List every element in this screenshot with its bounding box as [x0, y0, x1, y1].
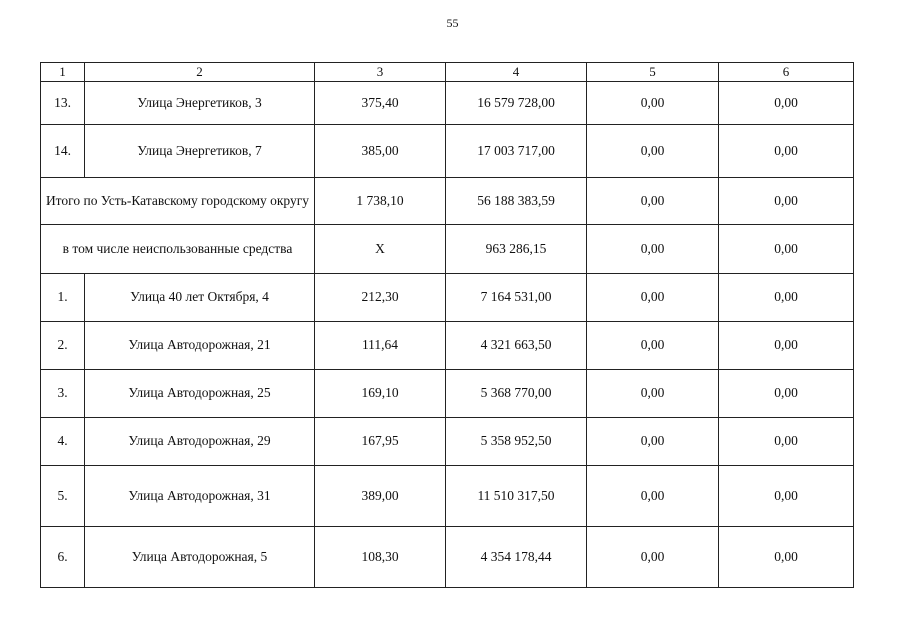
- row-col4: 4 354 178,44: [446, 527, 587, 588]
- row-col5: 0,00: [587, 527, 719, 588]
- row-number: 6.: [41, 527, 85, 588]
- row-number: 13.: [41, 82, 85, 125]
- total-col4: 56 188 383,59: [446, 178, 587, 225]
- row-address: Улица 40 лет Октября, 4: [85, 274, 315, 322]
- row-col5: 0,00: [587, 82, 719, 125]
- row-col4: 11 510 317,50: [446, 466, 587, 527]
- unused-col4: 963 286,15: [446, 225, 587, 274]
- row-number: 4.: [41, 418, 85, 466]
- table-header-row: [41, 63, 854, 82]
- unused-funds-row: [41, 225, 854, 274]
- row-address: Улица Автодорожная, 31: [85, 466, 315, 527]
- row-number: 1.: [41, 274, 85, 322]
- table-row: [41, 322, 854, 370]
- table-row: [41, 466, 854, 527]
- unused-col3: X: [315, 225, 446, 274]
- column-header: 2: [85, 63, 315, 82]
- row-col6: 0,00: [719, 466, 854, 527]
- page-number: 55: [446, 16, 459, 30]
- row-col4: 5 358 952,50: [446, 418, 587, 466]
- row-col6: 0,00: [719, 322, 854, 370]
- row-col4: 17 003 717,00: [446, 125, 587, 178]
- row-col4: 16 579 728,00: [446, 82, 587, 125]
- row-col3: 389,00: [315, 466, 446, 527]
- row-col5: 0,00: [587, 418, 719, 466]
- row-address: Улица Автодорожная, 21: [85, 322, 315, 370]
- column-header: 6: [719, 63, 854, 82]
- total-col6: 0,00: [719, 178, 854, 225]
- row-col6: 0,00: [719, 82, 854, 125]
- row-col4: 5 368 770,00: [446, 370, 587, 418]
- row-col6: 0,00: [719, 274, 854, 322]
- row-col3: 385,00: [315, 125, 446, 178]
- row-address: Улица Автодорожная, 29: [85, 418, 315, 466]
- row-col3: 375,40: [315, 82, 446, 125]
- column-header: 1: [41, 63, 85, 82]
- total-row: [41, 178, 854, 225]
- total-label: Итого по Усть-Катавскому городскому округу: [41, 178, 315, 225]
- column-header: 4: [446, 63, 587, 82]
- row-number: 14.: [41, 125, 85, 178]
- row-address: Улица Автодорожная, 5: [85, 527, 315, 588]
- total-col3: 1 738,10: [315, 178, 446, 225]
- row-col3: 212,30: [315, 274, 446, 322]
- row-col5: 0,00: [587, 466, 719, 527]
- column-header: 3: [315, 63, 446, 82]
- table-row: [41, 82, 854, 125]
- unused-col6: 0,00: [719, 225, 854, 274]
- row-address: Улица Автодорожная, 25: [85, 370, 315, 418]
- row-number: 5.: [41, 466, 85, 527]
- row-col5: 0,00: [587, 370, 719, 418]
- row-address: Улица Энергетиков, 3: [85, 82, 315, 125]
- row-col4: 4 321 663,50: [446, 322, 587, 370]
- row-number: 2.: [41, 322, 85, 370]
- row-col3: 108,30: [315, 527, 446, 588]
- row-col6: 0,00: [719, 370, 854, 418]
- row-col3: 111,64: [315, 322, 446, 370]
- row-col4: 7 164 531,00: [446, 274, 587, 322]
- table-row: [41, 274, 854, 322]
- row-col3: 167,95: [315, 418, 446, 466]
- row-col3: 169,10: [315, 370, 446, 418]
- unused-col5: 0,00: [587, 225, 719, 274]
- column-header: 5: [587, 63, 719, 82]
- data-table: [40, 62, 854, 588]
- table-row: [41, 370, 854, 418]
- row-col5: 0,00: [587, 322, 719, 370]
- table-row: [41, 527, 854, 588]
- table-row: [41, 418, 854, 466]
- row-col6: 0,00: [719, 527, 854, 588]
- row-col5: 0,00: [587, 125, 719, 178]
- row-col6: 0,00: [719, 125, 854, 178]
- table-row: [41, 125, 854, 178]
- row-col6: 0,00: [719, 418, 854, 466]
- total-col5: 0,00: [587, 178, 719, 225]
- row-number: 3.: [41, 370, 85, 418]
- unused-label: в том числе неиспользованные средства: [41, 225, 315, 274]
- row-col5: 0,00: [587, 274, 719, 322]
- row-address: Улица Энергетиков, 7: [85, 125, 315, 178]
